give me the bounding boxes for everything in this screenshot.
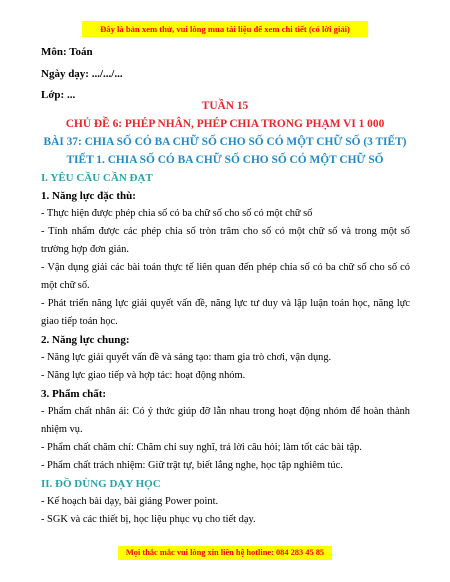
text-line: - SGK và các thiết bị, học liệu phục vụ cho tiết dạy.: [41, 514, 256, 525]
text-line: - Phẩm chất nhân ái: Có ý thức giúp đỡ lẫn nhau trong hoạt động nhóm để hoàn thành: [41, 406, 410, 417]
topic-title: CHỦ ĐỀ 6: PHÉP NHÂN, PHÉP CHIA TRONG PHẠM VI 1 000: [65, 118, 385, 130]
text-line: trường hợp đơn giản.: [41, 244, 129, 255]
lesson-title: BÀI 37: CHIA SỐ CÓ BA CHỮ SỐ CHO SỐ CÓ MỘT CHỮ SỐ (3 TIẾT): [43, 136, 407, 148]
text-line: - Kế hoạch bài dạy, bài giảng Power point.: [41, 496, 219, 507]
date-line: Ngày dạy: .../.../...: [41, 68, 123, 80]
subsection-2-heading: 2. Năng lực chung:: [41, 334, 130, 346]
text-line: - Vận dụng giải các bài toán thực tế liên quan đến phép chia số có ba chữ số cho số có: [41, 262, 410, 273]
text-line: - Phẩm chất chăm chỉ: Chăm chỉ suy nghĩ, trả lời câu hỏi; làm tốt các bài tập.: [41, 442, 362, 453]
subsection-1-heading: 1. Năng lực đặc thù:: [41, 190, 136, 202]
text-line: - Phẩm chất trách nhiệm: Giữ trật tự, biết lắng nghe, học tập nghiêm túc.: [41, 460, 343, 471]
text-line: - Thực hiện được phép chia số có ba chữ số cho số có một chữ số: [41, 208, 313, 219]
section-2-heading: II. ĐỒ DÙNG DẠY HỌC: [41, 478, 161, 490]
text-line: - Năng lực giải quyết vấn đề và sáng tạo: tham gia trò chơi, vận dụng.: [41, 352, 332, 363]
section-1-heading: I. YÊU CẦU CẦN ĐẠT: [41, 172, 153, 184]
text-line: - Năng lực giao tiếp và hợp tác: hoạt động nhóm.: [41, 370, 246, 381]
text-line: nhiệm vụ.: [41, 424, 83, 435]
text-line: một chữ số.: [41, 280, 90, 291]
subsection-3-heading: 3. Phẩm chất:: [41, 388, 107, 400]
week-title: TUẦN 15: [201, 100, 249, 112]
text-line: giao tiếp toán học.: [41, 316, 118, 327]
preview-notice-banner: Đây là bản xem thử, vui lòng mua tài liệu để xem chi tiết (có lời giải): [82, 21, 368, 37]
hotline-banner: Mọi thắc mắc vui lòng xin liên hệ hotline: 084 283 45 85: [118, 546, 332, 560]
period-title: TIẾT 1. CHIA SỐ CÓ BA CHỮ SỐ CHO SỐ CÓ MỘT CHỮ SỐ: [66, 154, 384, 166]
grade-line: Lớp: ...: [41, 89, 76, 101]
text-line: - Tính nhẩm được các phép chia số tròn trăm cho số có một chữ số và trong một số: [41, 226, 410, 237]
text-line: - Phát triển năng lực giải quyết vấn đề, năng lực tư duy và lập luận toán học, năng lực: [41, 298, 410, 309]
subject-line: Môn: Toán: [41, 46, 93, 58]
